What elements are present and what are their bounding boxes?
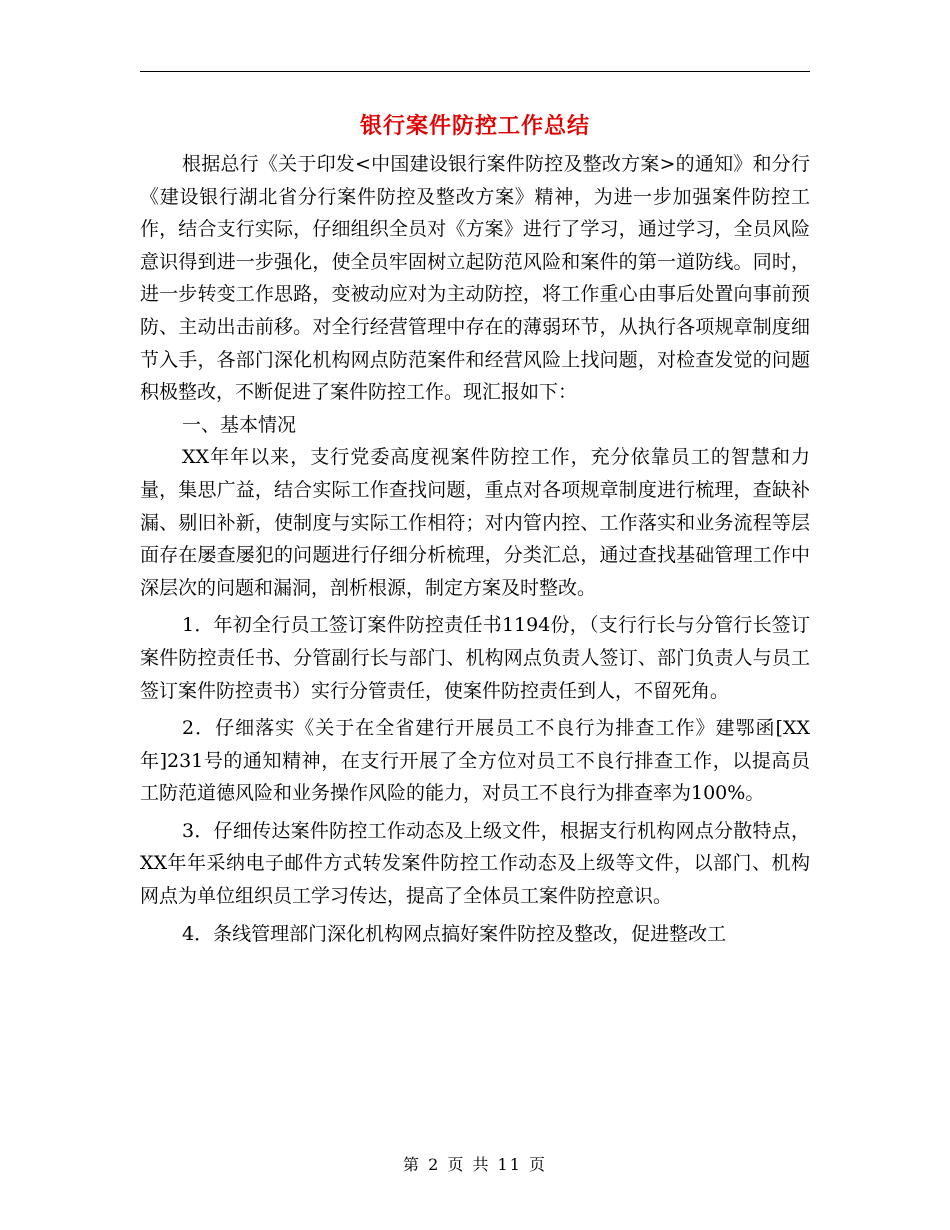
list-item-2: 2．仔细落实《关于在全省建行开展员工不良行为排查工作》建鄂函[XX年]231号的通知精神，在支行开展了全方位对员工不良行排查工作，以提高员工防范道德风险和业务操作风险的能力，对员工不良行为排查率为100%。 [140,717,810,805]
list-item-1: 1．年初全行员工签订案件防控责任书1194份，（支行行长与分管行长签订案件防控责任书、分管副行长与部门、机构网点负责人签订、部门负责人与员工签订案件防控责书）实行分管责任，使案件防控责任到人，不留死角。 [140,614,810,702]
intro-paragraph: 根据总行《关于印发<中国建设银行案件防控及整改方案>的通知》和分行《建设银行湖北省分行案件防控及整改方案》精神，为进一步加强案件防控工作，结合支行实际，仔细组织全员对《方案》进行了学习，通过学习，全员风险意识得到进一步强化，使全员牢固树立起防范风险和案件的第一道防线。同时，进一步转变工作思路，变被动应对为主动防控，将工作重心由事后处置向事前预防、主动出击前移。对全行经营管理中存在的薄弱环节，从执行各项规章制度细节入手，各部门深化机构网点防范案件和经营风险上找问题，对检查发觉的问题积极整改，不断促进了案件防控工作。现汇报如下： [140,153,810,404]
page-number-footer: 第 2 页 共 11 页 [403,1155,547,1174]
list-item-4: 4．条线管理部门深化机构网点搞好案件防控及整改，促进整改工 [182,922,727,945]
section-heading-basic-situation: 一、基本情况 [182,413,297,436]
document-body [140,148,810,950]
list-item-3: 3．仔细传达案件防控工作动态及上级文件，根据支行机构网点分散特点，XX年年采纳电子邮件方式转发案件防控工作动态及上级等文件，以部门、机构网点为单位组织员工学习传达，提高了全体员工案件防控意识。 [140,819,810,908]
header-rule [140,71,810,72]
document-title: 银行案件防控工作总结 [359,113,590,139]
basic-situation-paragraph: XX年年以来，支行党委高度视案件防控工作，充分依靠员工的智慧和力量，集思广益，结合实际工作查找问题，重点对各项规章制度进行梳理，查缺补漏、剔旧补新，使制度与实际工作相符；对内管内控、工作落实和业务流程等层面存在屡查屡犯的问题进行仔细分析梳理，分类汇总，通过查找基础管理工作中深层次的问题和漏洞，剖析根源，制定方案及时整改。 [140,446,810,599]
